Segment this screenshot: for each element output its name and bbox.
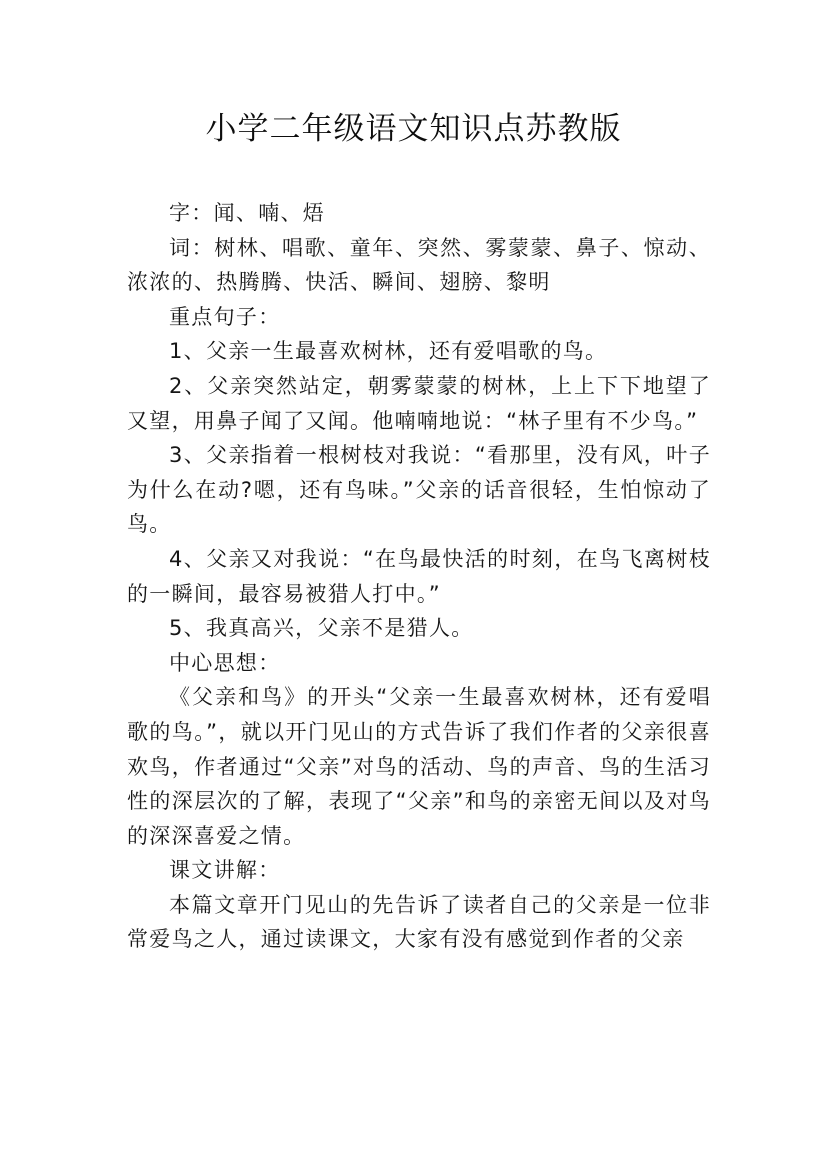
paragraph-sentence-2: 2、父亲突然站定，朝雾蒙蒙的树林，上上下下地望了又望，用鼻子闻了又闻。他喃喃地说：“林子里有不少鸟。” (127, 373, 711, 433)
heading-key-sentences: 重点句子： (169, 304, 281, 329)
paragraph-sentence-1: 1、父亲一生最喜欢树林，还有爱唱歌的鸟。 (169, 339, 608, 364)
document-body (127, 196, 711, 957)
heading-lesson-explanation: 课文讲解： (169, 858, 281, 883)
paragraph-sentence-4: 4、父亲又对我说：“在鸟最快活的时刻，在鸟飞离树枝的一瞬间，最容易被猎人打中。” (127, 546, 711, 606)
paragraph-central-idea: 《父亲和鸟》的开头“父亲一生最喜欢树林，还有爱唱歌的鸟。”，就以开门见山的方式告诉了我们作者的父亲很喜欢鸟，作者通过“父亲”对鸟的活动、鸟的声音、鸟的生活习性的深层次的了解，表现了“父亲”和鸟的亲密无间以及对鸟的深深喜爱之情。 (127, 685, 711, 848)
paragraph-sentence-3: 3、父亲指着一根树枝对我说：“看那里，没有风，叶子为什么在动?嗯，还有鸟味。”父亲的话音很轻，生怕惊动了鸟。 (127, 443, 711, 537)
document-title: 小学二年级语文知识点苏教版 (205, 111, 622, 147)
paragraph-sentence-5: 5、我真高兴，父亲不是猎人。 (169, 616, 474, 641)
heading-central-idea: 中心思想： (169, 650, 281, 675)
paragraph-words: 词：树林、唱歌、童年、突然、雾蒙蒙、鼻子、惊动、浓浓的、热腾腾、快活、瞬间、翅膀、黎明 (127, 235, 711, 295)
paragraph-characters: 字：闻、喃、焐 (169, 201, 326, 225)
paragraph-lesson-explanation: 本篇文章开门见山的先告诉了读者自己的父亲是一位非常爱鸟之人，通过读课文，大家有没有感觉到作者的父亲 (127, 892, 711, 952)
